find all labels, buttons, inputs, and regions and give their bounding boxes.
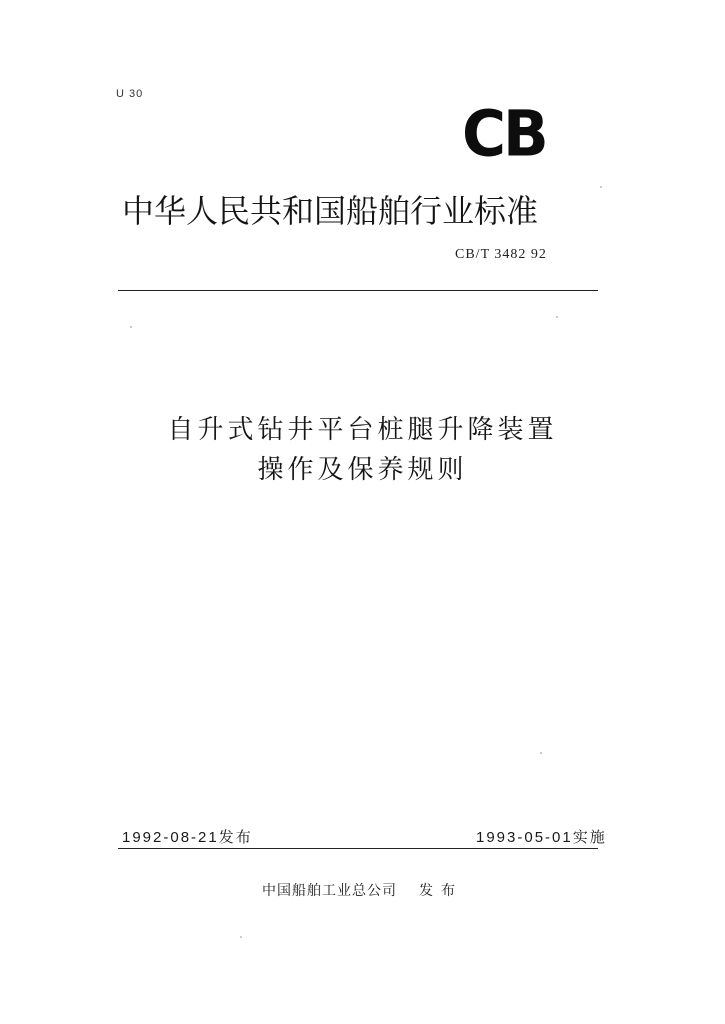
scan-speck xyxy=(540,752,542,754)
footer-divider xyxy=(118,848,598,849)
publisher-name: 中国船舶工业总公司 xyxy=(262,883,397,899)
effective-date: 1993-05-01实施 xyxy=(476,829,607,846)
publisher-line xyxy=(262,880,463,900)
classification-code: U 30 xyxy=(116,88,144,100)
title-line-1: 自升式钻井平台桩腿升降装置 xyxy=(167,415,558,445)
org-title: 中华人民共和国船舶行业标准 xyxy=(122,192,539,230)
publisher-label: 发布 xyxy=(419,883,463,899)
header-divider xyxy=(118,290,598,291)
scan-speck xyxy=(556,316,558,318)
document-title xyxy=(0,410,725,490)
scan-speck xyxy=(240,936,242,938)
scan-speck xyxy=(130,326,132,328)
issue-date: 1992-08-21发布 xyxy=(122,829,253,846)
cb-logo: CB xyxy=(462,97,546,172)
scan-speck xyxy=(600,186,602,188)
standard-number: CB/T 3482 92 xyxy=(455,247,547,262)
title-line-2: 操作及保养规则 xyxy=(257,455,468,485)
